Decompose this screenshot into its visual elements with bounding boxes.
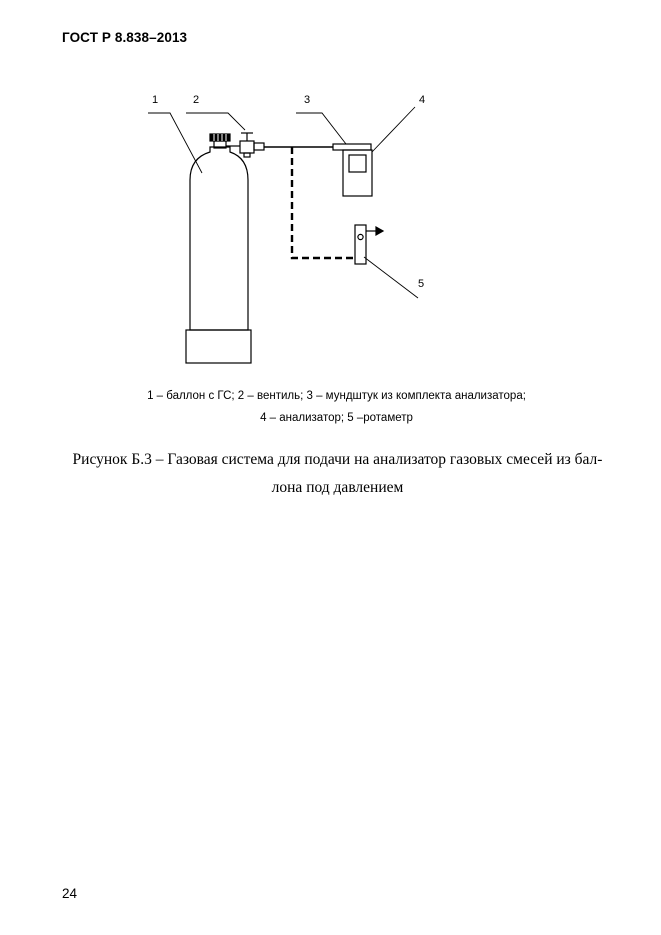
valve	[240, 141, 254, 153]
rotameter	[355, 225, 366, 264]
gas-cylinder	[190, 147, 248, 330]
callout-5: 5	[418, 278, 425, 290]
analyzer	[343, 150, 372, 196]
figure-legend-line-1: 1 – баллон с ГС; 2 – вентиль; 3 – мундштук из комплекта анализатора;	[147, 390, 526, 402]
cylinder-handwheel	[210, 134, 230, 141]
callout-3: 3	[304, 94, 311, 106]
rotameter-float	[358, 234, 363, 239]
callout-2: 2	[193, 94, 200, 106]
figure-legend-line-2: 4 – анализатор; 5 –ротаметр	[260, 412, 413, 424]
cylinder-base	[186, 330, 251, 363]
leader-2	[186, 113, 245, 130]
gas-system-diagram	[0, 0, 661, 380]
dashed-gas-line	[292, 147, 355, 258]
page-number: 24	[62, 886, 78, 901]
analyzer-display	[349, 155, 366, 172]
leader-4	[372, 107, 415, 152]
callout-4: 4	[419, 94, 426, 106]
callout-1: 1	[152, 94, 159, 106]
leader-5	[364, 257, 418, 298]
mouthpiece	[333, 144, 371, 150]
outlet-arrow	[376, 227, 383, 235]
figure-caption-line-2: лона под давлением	[271, 479, 404, 496]
figure-caption-line-1: Рисунок Б.3 – Газовая система для подачи на анализатор газовых смесей из бал-	[72, 451, 603, 468]
standard-code-header: ГОСТ Р 8.838–2013	[62, 30, 188, 45]
leader-3	[296, 113, 346, 144]
